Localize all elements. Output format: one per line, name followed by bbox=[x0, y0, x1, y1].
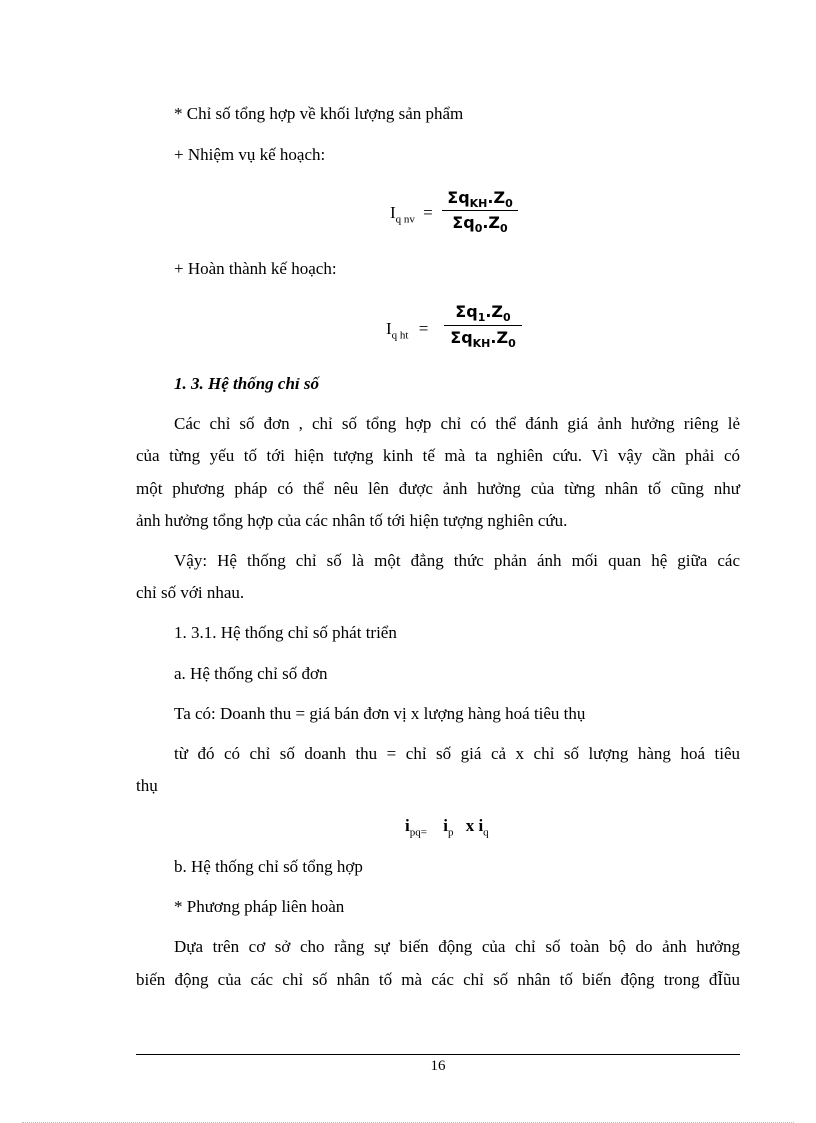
bullet-line: * Chỉ số tổng hợp về khối lượng sản phẩm bbox=[174, 104, 464, 123]
paragraph-line: của từng yếu tố tới hiện tượng kinh tế mà ta nghiên cứu. Vì vậy cần phải có bbox=[136, 446, 740, 465]
paragraph-line: Ta có: Doanh thu = giá bán đơn vị x lượng hàng hoá tiêu thụ bbox=[174, 704, 586, 723]
paragraph-line: thụ bbox=[136, 776, 158, 795]
paragraph-line: Vậy: Hệ thống chỉ số là một đẳng thức phản ánh mối quan hệ giữa các bbox=[174, 551, 740, 570]
paragraph-line: từ đó có chỉ số doanh thu = chỉ số giá cả x chỉ số lượng hàng hoá tiêu bbox=[174, 744, 740, 763]
plan-task-label: + Nhiệm vụ kế hoạch: bbox=[174, 145, 326, 164]
subsection-heading: 1. 3.1. Hệ thống chỉ số phát triển bbox=[174, 623, 397, 642]
section-heading: 1. 3. Hệ thống chỉ số bbox=[174, 374, 319, 393]
formula-revenue-index: $i_{pq=}$ $i_p$ x $i_q$ bbox=[405, 816, 489, 839]
paragraph-line: Dựa trên cơ sở cho rằng sự biến động của chỉ số toàn bộ do ảnh hưởng bbox=[174, 937, 740, 956]
paragraph-line: biến động của các chỉ số nhân tố mà các chỉ số nhân tố biến động trong đĨũu bbox=[136, 970, 740, 989]
method-label: * Phương pháp liên hoàn bbox=[174, 897, 345, 916]
footer-rule bbox=[136, 1054, 740, 1055]
plan-completion-label: + Hoàn thành kế hoạch: bbox=[174, 259, 337, 278]
paragraph-line: chỉ số với nhau. bbox=[136, 583, 245, 602]
page-number: 16 bbox=[430, 1058, 446, 1074]
paragraph-line: một phương pháp có thể nêu lên được ảnh hưởng của từng nhân tố cũng như bbox=[136, 479, 740, 498]
paragraph-line: Các chỉ số đơn , chỉ số tổng hợp chỉ có thể đánh giá ảnh hưởng riêng lẻ bbox=[174, 414, 740, 433]
subsection-heading: b. Hệ thống chỉ số tổng hợp bbox=[174, 857, 363, 876]
paragraph-line: ảnh hưởng tổng hợp của các nhân tố tới hiện tượng nghiên cứu. bbox=[136, 511, 568, 530]
subsection-heading: a. Hệ thống chỉ số đơn bbox=[174, 664, 328, 683]
